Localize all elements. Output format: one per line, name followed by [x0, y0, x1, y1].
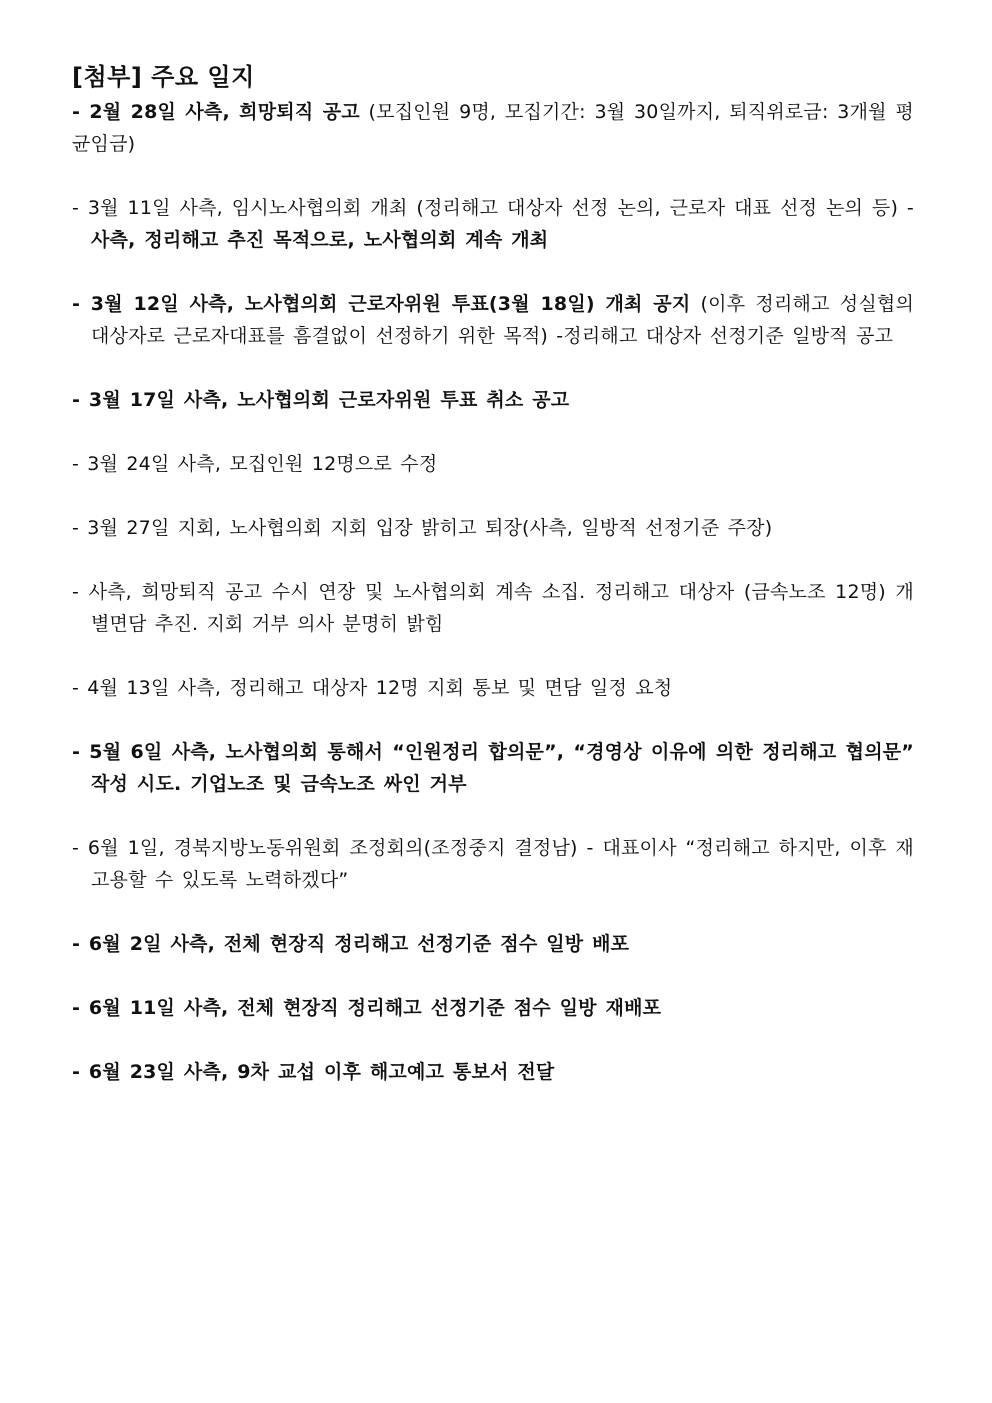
entry-bold-text: - 3월 12일 사측, 노사협의회 근로자위원 투표(3월 18일) 개최 공지	[72, 293, 691, 315]
log-entry-apr-13	[72, 672, 914, 704]
entry-bold-text: - 2월 28일 사측, 희망퇴직 공고	[72, 101, 360, 123]
entry-bold-text: - 5월 6일 사측, 노사협의회 통해서 “인원정리 합의문”, “경영상 이유에 의한 정리해고 협의문” 작성 시도. 기업노조 및 금속노조 싸인 거부	[72, 741, 914, 795]
log-entry-jun-11	[72, 992, 914, 1024]
log-entry-may-6	[72, 736, 914, 800]
log-entry-mar-12	[72, 288, 914, 352]
document-page	[72, 58, 914, 1088]
log-entry-mar-24	[72, 448, 914, 480]
entry-bold-text: - 6월 2일 사측, 전체 현장직 정리해고 선정기준 점수 일방 배포	[72, 933, 630, 955]
log-entry-jun-2	[72, 928, 914, 960]
entry-normal-text: - 6월 1일, 경북지방노동위원회 조정회의(조정중지 결정남) - 대표이사 “정리해고 하지만, 이후 재고용할 수 있도록 노력하겠다”	[72, 837, 914, 891]
entry-normal-text: - 사측, 희망퇴직 공고 수시 연장 및 노사협의회 계속 소집. 정리해고 대상자 (금속노조 12명) 개별면담 추진. 지회 거부 의사 분명히 밝힘	[72, 581, 914, 635]
log-entry-extension	[72, 576, 914, 640]
entry-normal-text: - 3월 11일 사측, 임시노사협의회 개최 (정리해고 대상자 선정 논의, 근로자 대표 선정 논의 등) -	[72, 197, 914, 219]
entry-normal-text: - 3월 27일 지회, 노사협의회 지회 입장 밝히고 퇴장(사측, 일방적 선정기준 주장)	[72, 517, 773, 539]
entry-normal-text: - 4월 13일 사측, 정리해고 대상자 12명 지회 통보 및 면담 일정 요청	[72, 677, 673, 699]
log-entry-jun-1	[72, 832, 914, 896]
entry-bold-text: - 6월 23일 사측, 9차 교섭 이후 해고예고 통보서 전달	[72, 1061, 555, 1083]
document-title: [첨부] 주요 일지	[72, 63, 255, 91]
entry-bold-text: 사측, 정리해고 추진 목적으로, 노사협의회 계속 개최	[91, 229, 549, 251]
entry-normal-text: - 3월 24일 사측, 모집인원 12명으로 수정	[72, 453, 438, 475]
entry-normal-text: (모집인원 9명, 모집기간: 3월 30일까지, 퇴직위로금: 3개월 평균임금)	[72, 101, 914, 155]
log-entry-feb-28	[72, 96, 914, 160]
entry-normal-text: (이후 정리해고 성실협의 대상자로 근로자대표를 흠결없이 선정하기 위한 목적) -정리해고 대상자 선정기준 일방적 공고	[91, 293, 914, 347]
entry-bold-text: - 3월 17일 사측, 노사협의회 근로자위원 투표 취소 공고	[72, 389, 570, 411]
entry-bold-text: - 6월 11일 사측, 전체 현장직 정리해고 선정기준 점수 일방 재배포	[72, 997, 662, 1019]
log-entry-mar-27	[72, 512, 914, 544]
log-entry-mar-17	[72, 384, 914, 416]
log-entry-jun-23	[72, 1056, 914, 1088]
log-entry-mar-11	[72, 192, 914, 256]
